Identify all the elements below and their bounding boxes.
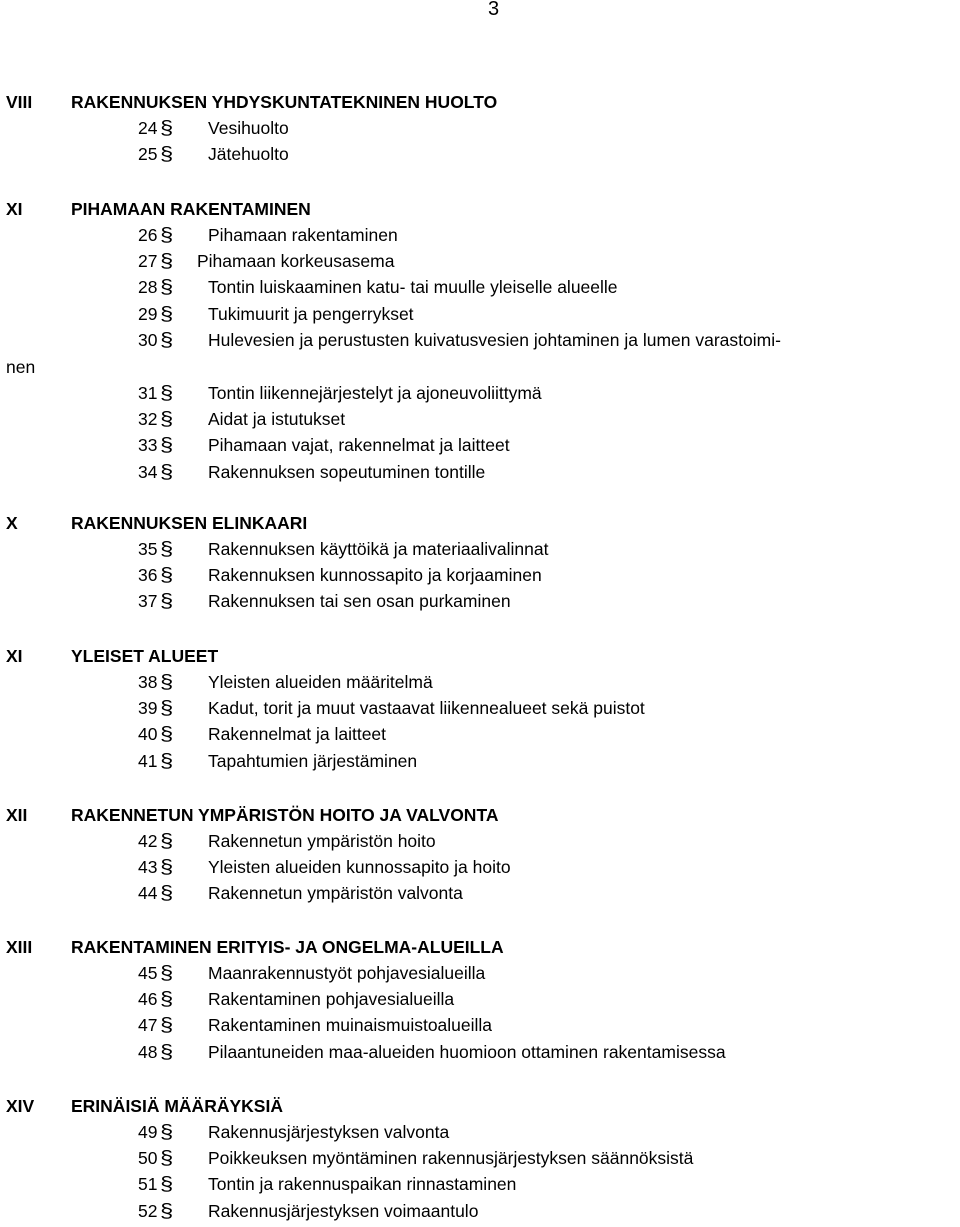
section-sign-symbol: §: [160, 857, 174, 879]
section-sign-symbol: §: [160, 724, 174, 746]
section-number: 28: [138, 277, 158, 298]
section-sign-symbol: §: [160, 750, 174, 772]
section-title: Yleisten alueiden kunnossapito ja hoito: [208, 857, 511, 878]
section-entry: [0, 698, 960, 724]
chapter-numeral: XII: [6, 805, 28, 825]
section-entry: [0, 591, 960, 617]
section-number: 29: [138, 303, 158, 324]
section-sign-symbol: §: [160, 565, 174, 587]
section-number: 33: [138, 435, 158, 456]
section-entry: [0, 383, 960, 409]
chapter-title: RAKENTAMINEN ERITYIS- JA ONGELMA-ALUEILLA: [71, 937, 504, 957]
section-number: 25: [138, 144, 158, 165]
section-title: Tontin ja rakennuspaikan rinnastaminen: [208, 1174, 517, 1195]
section-number: 44: [138, 883, 158, 904]
section-entry: [0, 831, 960, 857]
section-number: 47: [138, 1015, 158, 1036]
section-title: Hulevesien ja perustusten kuivatusvesien johtaminen ja lumen varastoimi-: [208, 329, 781, 350]
section-title: Pilaantuneiden maa-alueiden huomioon ottaminen rakentamisessa: [208, 1041, 726, 1062]
section-sign-symbol: §: [160, 1148, 174, 1170]
section-title: Pihamaan vajat, rakennelmat ja laitteet: [208, 435, 510, 456]
section-number: 26: [138, 225, 158, 245]
section-sign-symbol: §: [160, 698, 174, 720]
section-sign-symbol: §: [160, 672, 174, 693]
section-number: 27: [138, 251, 158, 272]
section-entry: [0, 1122, 960, 1148]
section-sign-symbol: §: [160, 1174, 174, 1196]
chapter-numeral: XIV: [6, 1096, 35, 1116]
chapter-numeral: XI: [6, 646, 23, 666]
section-title: Tontin luiskaaminen katu- tai muulle yleiselle alueelle: [208, 277, 618, 298]
page-number: 3: [488, 0, 500, 20]
section-number: 34: [138, 461, 158, 482]
section-number: 24: [138, 118, 158, 138]
section-entry: [0, 565, 960, 591]
section-sign-symbol: §: [160, 539, 174, 560]
section-entry: [0, 539, 960, 565]
section-entry: [0, 963, 960, 989]
section-entry: [0, 672, 960, 698]
section-title: Tukimuurit ja pengerrykset: [208, 303, 414, 324]
chapter-title: RAKENNUKSEN ELINKAARI: [71, 513, 308, 533]
section-sign-symbol: §: [160, 251, 174, 273]
section-sign-symbol: §: [160, 831, 174, 852]
section-entry: [0, 1174, 960, 1200]
chapter-title: ERINÄISIÄ MÄÄRÄYKSIÄ: [71, 1096, 283, 1116]
section-title: Rakentaminen muinaismuistoalueilla: [208, 1015, 493, 1036]
chapter-numeral: XIII: [6, 937, 33, 957]
section-entry: [0, 225, 960, 251]
section-number: 31: [138, 383, 158, 403]
section-title: Pihamaan rakentaminen: [208, 225, 398, 245]
section-sign-symbol: §: [160, 1200, 174, 1222]
section-sign-symbol: §: [160, 383, 174, 404]
section-sign-symbol: §: [160, 409, 174, 431]
chapter-title: PIHAMAAN RAKENTAMINEN: [71, 199, 311, 219]
section-sign-symbol: §: [160, 1122, 174, 1143]
section-entry: [0, 409, 960, 435]
section-title: Poikkeuksen myöntäminen rakennusjärjestyksen säännöksistä: [208, 1148, 694, 1169]
chapter-title: RAKENNETUN YMPÄRISTÖN HOITO JA VALVONTA: [71, 805, 499, 825]
section-entry: [0, 251, 960, 277]
section-number: 41: [138, 750, 158, 771]
section-title: Rakennusjärjestyksen voimaantulo: [208, 1200, 479, 1221]
section-sign-symbol: §: [160, 144, 174, 166]
section-number: 35: [138, 539, 158, 559]
section-number: 39: [138, 698, 158, 719]
section-sign-symbol: §: [160, 329, 174, 351]
section-sign-symbol: §: [160, 1015, 174, 1037]
section-entry: [0, 304, 960, 330]
section-entry: [0, 751, 960, 777]
section-title: Rakentaminen pohjavesialueilla: [208, 989, 455, 1010]
section-title: Rakennuksen tai sen osan purkaminen: [208, 591, 511, 612]
section-number: 51: [138, 1174, 158, 1195]
section-number: 37: [138, 591, 158, 612]
section-sign-symbol: §: [160, 277, 174, 299]
chapter-title: RAKENNUKSEN YHDYSKUNTATEKNINEN HUOLTO: [71, 92, 498, 112]
section-title: Yleisten alueiden määritelmä: [208, 672, 433, 692]
section-title-continuation: nen: [6, 356, 36, 377]
section-entry: [0, 144, 960, 170]
section-number: 49: [138, 1122, 158, 1142]
section-sign-symbol: §: [160, 1041, 174, 1063]
section-number: 32: [138, 409, 158, 430]
section-entry: [0, 462, 960, 488]
section-title: Rakennelmat ja laitteet: [208, 724, 387, 745]
section-sign-symbol: §: [160, 989, 174, 1011]
section-title: Tapahtumien järjestäminen: [208, 750, 418, 771]
chapter-title: YLEISET ALUEET: [71, 646, 219, 666]
section-sign-symbol: §: [160, 883, 174, 905]
section-entry: [0, 1042, 960, 1068]
section-number: 43: [138, 857, 158, 878]
section-number: 42: [138, 831, 158, 851]
section-number: 36: [138, 565, 158, 586]
section-title: Rakennusjärjestyksen valvonta: [208, 1122, 450, 1142]
section-title: Pihamaan korkeusasema: [197, 251, 395, 272]
section-title: Rakennetun ympäristön valvonta: [208, 883, 463, 904]
section-entry: [0, 435, 960, 461]
section-entry: [0, 883, 960, 909]
section-entry: [0, 724, 960, 750]
section-number: 48: [138, 1041, 158, 1062]
section-title: Rakennetun ympäristön hoito: [208, 831, 436, 851]
section-title: Rakennuksen sopeutuminen tontille: [208, 461, 486, 482]
section-sign-symbol: §: [160, 225, 174, 246]
section-title: Rakennuksen käyttöikä ja materiaalivalinnat: [208, 539, 549, 559]
section-entry: [0, 1148, 960, 1174]
section-sign-symbol: §: [160, 435, 174, 457]
chapter-numeral: VIII: [6, 92, 33, 112]
section-sign-symbol: §: [160, 118, 174, 139]
section-number: 38: [138, 672, 158, 692]
section-number: 50: [138, 1148, 158, 1169]
section-title: Maanrakennustyöt pohjavesialueilla: [208, 963, 486, 983]
section-entry: [0, 989, 960, 1015]
section-number: 46: [138, 989, 158, 1010]
section-number: 45: [138, 963, 158, 983]
section-entry: [0, 118, 960, 144]
section-number: 40: [138, 724, 158, 745]
section-sign-symbol: §: [160, 963, 174, 984]
section-entry: [0, 277, 960, 303]
section-entry: [0, 857, 960, 883]
section-title: Rakennuksen kunnossapito ja korjaaminen: [208, 565, 542, 586]
section-sign-symbol: §: [160, 461, 174, 483]
section-title: Jätehuolto: [208, 144, 289, 165]
section-sign-symbol: §: [160, 591, 174, 613]
section-number: 30: [138, 329, 158, 350]
section-title: Vesihuolto: [208, 118, 289, 138]
section-entry: [0, 1015, 960, 1041]
chapter-numeral: X: [6, 513, 18, 533]
section-number: 52: [138, 1200, 158, 1221]
section-sign-symbol: §: [160, 303, 174, 325]
section-title: Tontin liikennejärjestelyt ja ajoneuvoliittymä: [208, 383, 542, 403]
section-entry: [0, 330, 960, 356]
chapter-numeral: XI: [6, 199, 23, 219]
section-entry: [0, 1201, 960, 1227]
section-title: Aidat ja istutukset: [208, 409, 346, 430]
section-title: Kadut, torit ja muut vastaavat liikennealueet sekä puistot: [208, 698, 645, 719]
